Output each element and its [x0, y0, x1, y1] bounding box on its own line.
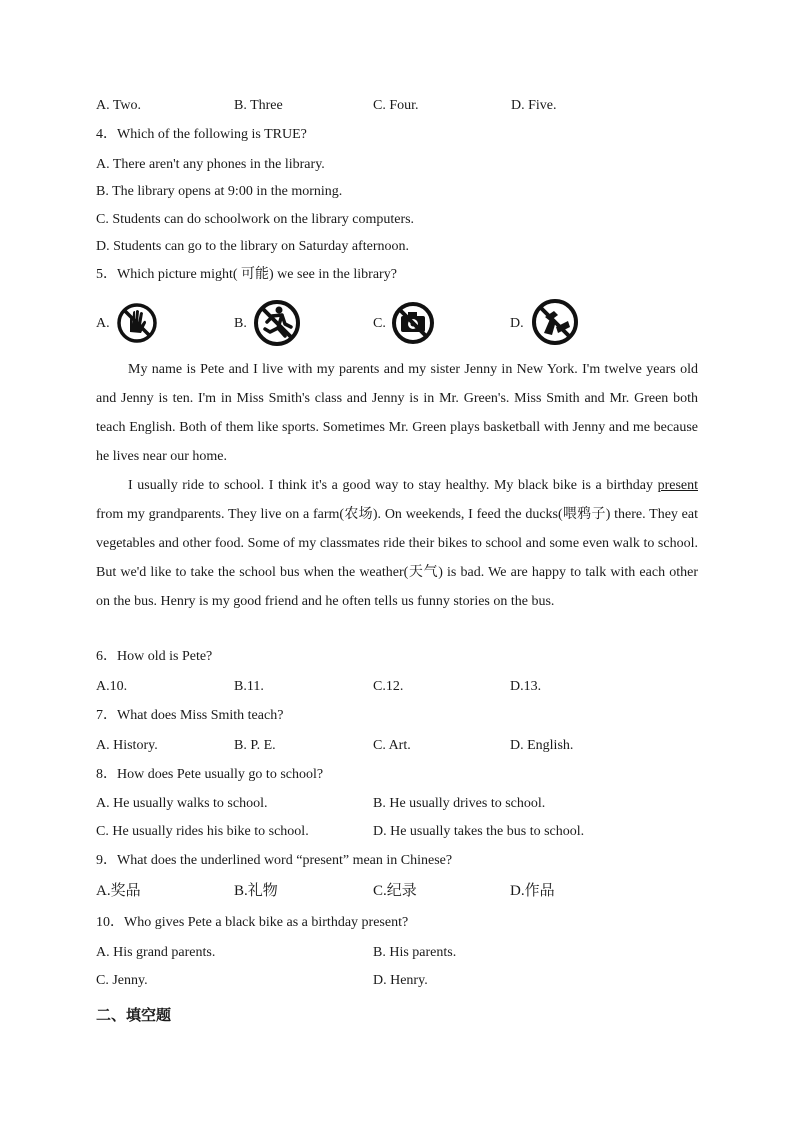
no-touching-icon [116, 302, 158, 344]
q9-question: 9．What does the underlined word “present” mean in Chinese? [96, 853, 453, 868]
no-drinking-icon [530, 297, 580, 347]
q6-option-d: D.13. [510, 679, 542, 694]
q3-option-a: A. Two. [96, 98, 142, 113]
q4-option-d: D. Students can go to the library on Saturday afternoon. [96, 239, 409, 254]
q6-option-a: A.10. [96, 679, 128, 694]
q8-option-c: C. He usually rides his bike to school. [96, 824, 309, 839]
section-heading: 二、填空题 [96, 1006, 172, 1024]
q10-question: 10．Who gives Pete a black bike as a birthday present? [96, 915, 409, 930]
q9-option-d: D.作品 [510, 883, 555, 899]
q6-question: 6．How old is Pete? [96, 649, 213, 664]
q10-option-c: C. Jenny. [96, 973, 148, 988]
q6-option-b: B.11. [234, 679, 264, 694]
q3-option-c: C. Four. [373, 98, 419, 113]
q4-option-a: A. There aren't any phones in the library. [96, 157, 325, 172]
q10-option-d: D. Henry. [373, 973, 428, 988]
q5-option-a: A. [96, 316, 110, 331]
passage-text: from my grandparents. They live on a farm(农场). On weekends, I feed the ducks(喂鸦子) there. They eat vegetables and other food. Some of my classmates ride their bikes to school and some even walk to school. But we'd like to take the school bus when the weather(天气) is bad. We are happy to talk with each other on the bus. Henry is my good friend and he often tells us funny stories on the bus. [96, 507, 698, 609]
q8-option-a: A. He usually walks to school. [96, 796, 268, 811]
q7-question: 7．What does Miss Smith teach? [96, 708, 284, 723]
q9-option-c: C.纪录 [373, 883, 417, 899]
q8-option-b: B. He usually drives to school. [373, 796, 546, 811]
underlined-word: present [657, 478, 698, 493]
passage-paragraph-1: My name is Pete and I live with my parents and my sister Jenny in New York. I'm twelve years old and Jenny is ten. I'm in Miss Smith's class and Jenny is in Mr. Green's. Miss Smith and Mr. Green both teach English. Both of them like sports. Sometimes Mr. Green plays basketball with Jenny and me because he lives near our home. [96, 362, 698, 464]
reading-passage [96, 355, 698, 616]
q9-option-b: B.礼物 [234, 883, 278, 899]
q5-question: 5．Which picture might( 可能) we see in the library? [96, 267, 397, 282]
q4-option-b: B. The library opens at 9:00 in the morning. [96, 184, 343, 199]
no-photography-icon [390, 300, 436, 346]
q3-option-b: B. Three [234, 98, 283, 113]
q7-option-a: A. History. [96, 738, 158, 753]
q5-option-b: B. [234, 316, 247, 331]
q8-option-d: D. He usually takes the bus to school. [373, 824, 585, 839]
q9-option-a: A.奖品 [96, 883, 141, 899]
q4-option-c: C. Students can do schoolwork on the library computers. [96, 212, 415, 227]
q5-option-d: D. [510, 316, 524, 331]
passage-text: I usually ride to school. I think it's a good way to stay healthy. My black bike is a birthday [128, 478, 658, 493]
q6-option-c: C.12. [373, 679, 404, 694]
q8-question: 8．How does Pete usually go to school? [96, 767, 324, 782]
q5-option-c: C. [373, 316, 386, 331]
passage-paragraph-2 [96, 471, 698, 616]
q4-question: 4．Which of the following is TRUE? [96, 127, 307, 142]
q10-option-a: A. His grand parents. [96, 945, 216, 960]
q7-option-d: D. English. [510, 738, 574, 753]
no-running-icon [252, 298, 302, 348]
q10-option-b: B. His parents. [373, 945, 457, 960]
q7-option-b: B. P. E. [234, 738, 276, 753]
q7-option-c: C. Art. [373, 738, 411, 753]
q3-option-d: D. Five. [511, 98, 557, 113]
